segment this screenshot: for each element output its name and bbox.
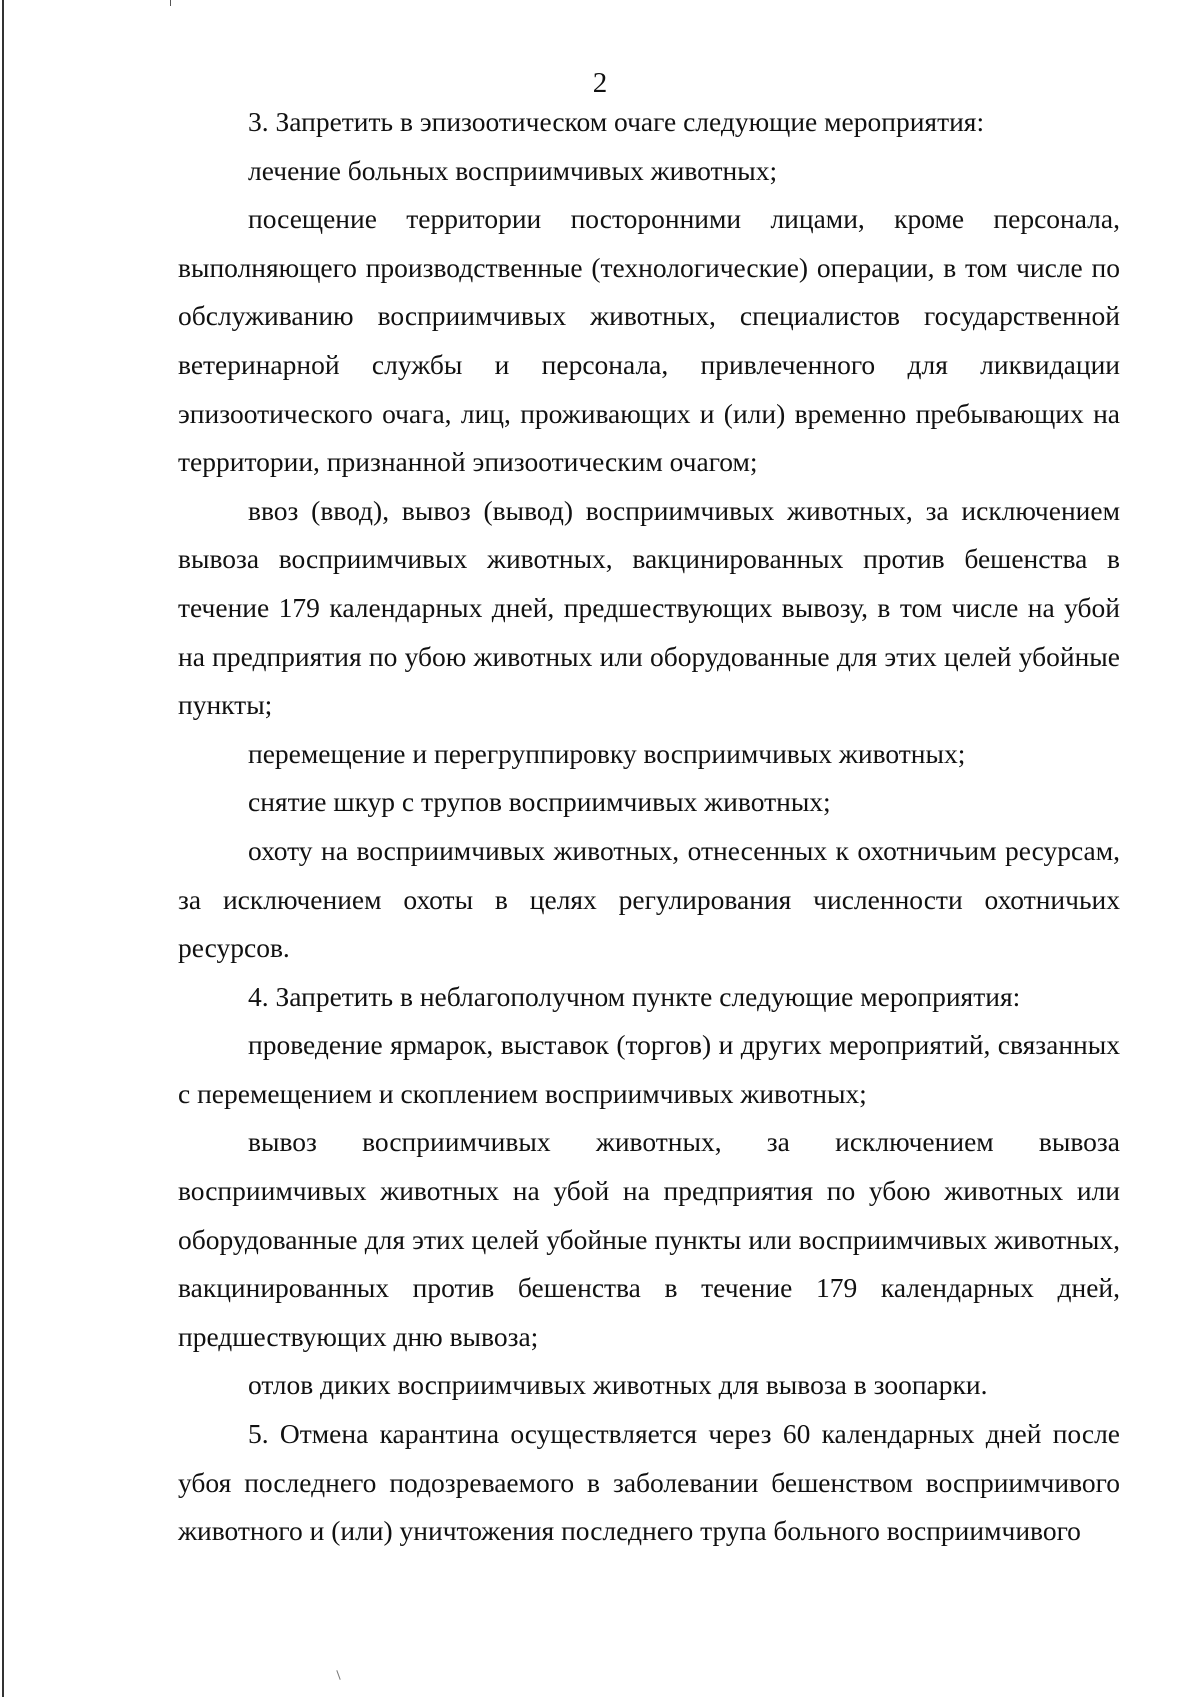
paragraph-export-animals: вывоз восприимчивых животных, за исключением вывоза восприимчивых животных на убой на предприятия по убою животных или оборудованные для этих целей убойные пункты или восприимчивых животных, вакцинированных против бешенства в течение 179 календарных дней, предшествующих дню вывоза; [178,1126,1120,1352]
paragraph-item-5-quarantine: 5. Отмена карантина осуществляется через 60 календарных дней после убоя последнего подозреваемого в заболевании бешенством восприимчивого животного и (или) уничтожения последнего трупа больного восприимчивого [178,1418,1120,1547]
document-body [178,98,1120,1556]
paragraph-item-3-heading: 3. Запретить в эпизоотическом очаге следующие мероприятия: [248,106,985,137]
scan-bottom-stray-mark [336,1670,340,1680]
paragraph-hunting: охоту на восприимчивых животных, отнесенных к охотничьим ресурсам, за исключением охоты в целях регулирования численности охотничьих ресурсов. [178,834,1120,964]
paragraph-fairs: проведение ярмарок, выставок (торгов) и других мероприятий, связанных с перемещением и скоплением восприимчивых животных; [178,1029,1120,1109]
paragraph-movement: перемещение и перегруппировку восприимчивых животных; [248,737,966,769]
paragraph-import-export: ввоз (ввод), вывоз (вывод) восприимчивых животных, за исключением вывоза восприимчивых животных, вакцинированных против бешенства в течение 179 календарных дней, предшествующих вывозу, в том числе на убой на предприятия по убою животных или оборудованные для этих целей убойные пункты; [178,494,1120,721]
page-number: 2 [592,67,608,99]
scan-top-tick-mark [170,0,171,6]
paragraph-capture: отлов диких восприимчивых животных для вывоза в зоопарки. [248,1369,988,1401]
scan-left-edge-line [2,0,4,1697]
paragraph-skinning: снятие шкур с трупов восприимчивых животных; [248,786,831,818]
paragraph-territory-visits: посещение территории посторонними лицами, кроме персонала, выполняющего производственные (технологические) операции, в том числе по обслуживанию восприимчивых животных, специалистов государственной ветеринарной службы и персонала, привлеченного для ликвидации эпизоотического очага, лиц, проживающих и (или) временно пребывающих на территории, признанной эпизоотическим очагом; [178,203,1120,478]
paragraph-item-4-heading: 4. Запретить в неблагополучном пункте следующие мероприятия: [248,980,1021,1012]
paragraph-treatment: лечение больных восприимчивых животных; [248,154,778,186]
